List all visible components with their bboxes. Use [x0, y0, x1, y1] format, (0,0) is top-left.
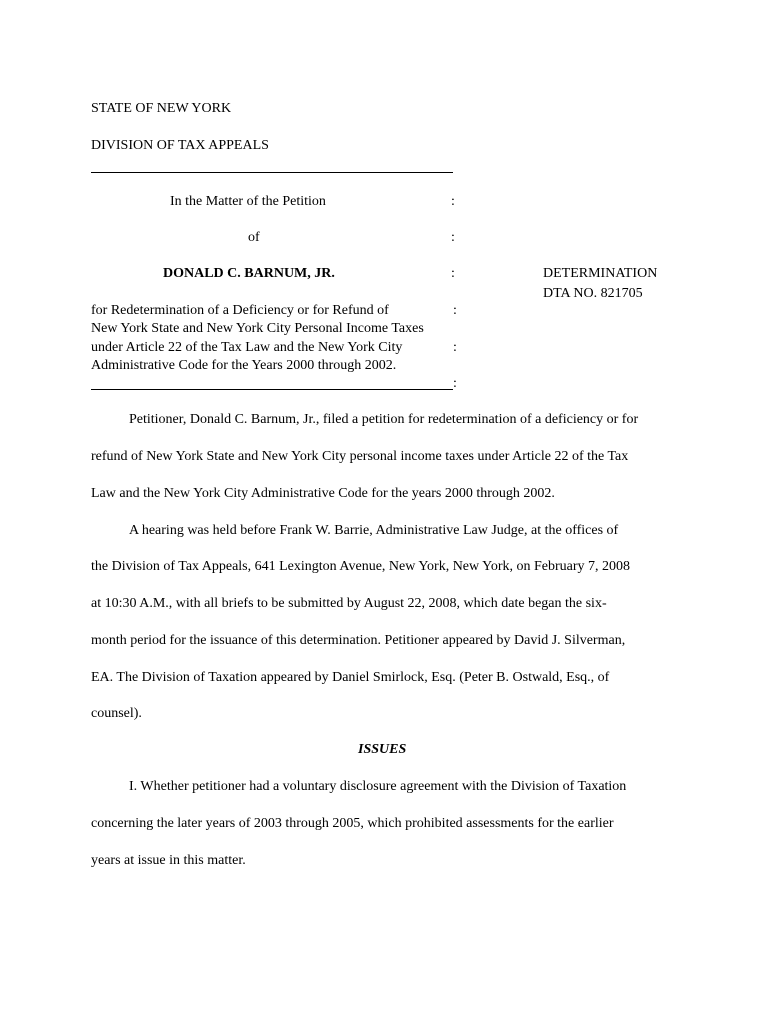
caption-bottom-rule	[91, 389, 453, 390]
purpose-line: New York State and New York City Personal Income Taxes	[91, 321, 424, 336]
caption-top-rule	[91, 172, 453, 173]
petitioner-name: DONALD C. BARNUM, JR.	[163, 266, 335, 281]
body-line: EA. The Division of Taxation appeared by Daniel Smirlock, Esq. (Peter B. Ostwald, Esq., of	[91, 670, 610, 685]
determination-title: DETERMINATION	[543, 266, 658, 281]
docket-number: DTA NO. 821705	[543, 286, 643, 301]
caption-colon: :	[451, 230, 455, 245]
body-line: counsel).	[91, 706, 142, 721]
body-line: at 10:30 A.M., with all briefs to be submitted by August 22, 2008, which date began the six-	[91, 596, 607, 611]
body-line: Petitioner, Donald C. Barnum, Jr., filed a petition for redetermination of a deficiency or for	[129, 412, 639, 427]
caption-colon: :	[453, 303, 457, 318]
body-line: Law and the New York City Administrative Code for the years 2000 through 2002.	[91, 486, 555, 501]
caption-colon: :	[451, 266, 455, 281]
body-line: I. Whether petitioner had a voluntary disclosure agreement with the Division of Taxation	[129, 779, 627, 794]
purpose-line: Administrative Code for the Years 2000 through 2002.	[91, 358, 397, 373]
division-heading: DIVISION OF TAX APPEALS	[91, 138, 269, 153]
caption-colon: :	[451, 194, 455, 209]
body-line: concerning the later years of 2003 through 2005, which prohibited assessments for the earlier	[91, 816, 614, 831]
purpose-line: for Redetermination of a Deficiency or for Refund of	[91, 303, 389, 318]
body-line: A hearing was held before Frank W. Barrie, Administrative Law Judge, at the offices of	[129, 523, 619, 538]
state-heading: STATE OF NEW YORK	[91, 101, 232, 116]
matter-line: In the Matter of the Petition	[170, 194, 326, 209]
of-line: of	[248, 230, 260, 245]
caption-colon: :	[453, 340, 457, 355]
issues-heading: ISSUES	[358, 742, 407, 757]
body-line: years at issue in this matter.	[91, 853, 246, 868]
body-line: month period for the issuance of this determination. Petitioner appeared by David J. Silverman,	[91, 633, 626, 648]
caption-colon: :	[453, 376, 457, 391]
body-line: refund of New York State and New York City personal income taxes under Article 22 of the Tax	[91, 449, 629, 464]
body-line: the Division of Tax Appeals, 641 Lexington Avenue, New York, New York, on February 7, 2008	[91, 559, 631, 574]
purpose-line: under Article 22 of the Tax Law and the New York City	[91, 340, 403, 355]
